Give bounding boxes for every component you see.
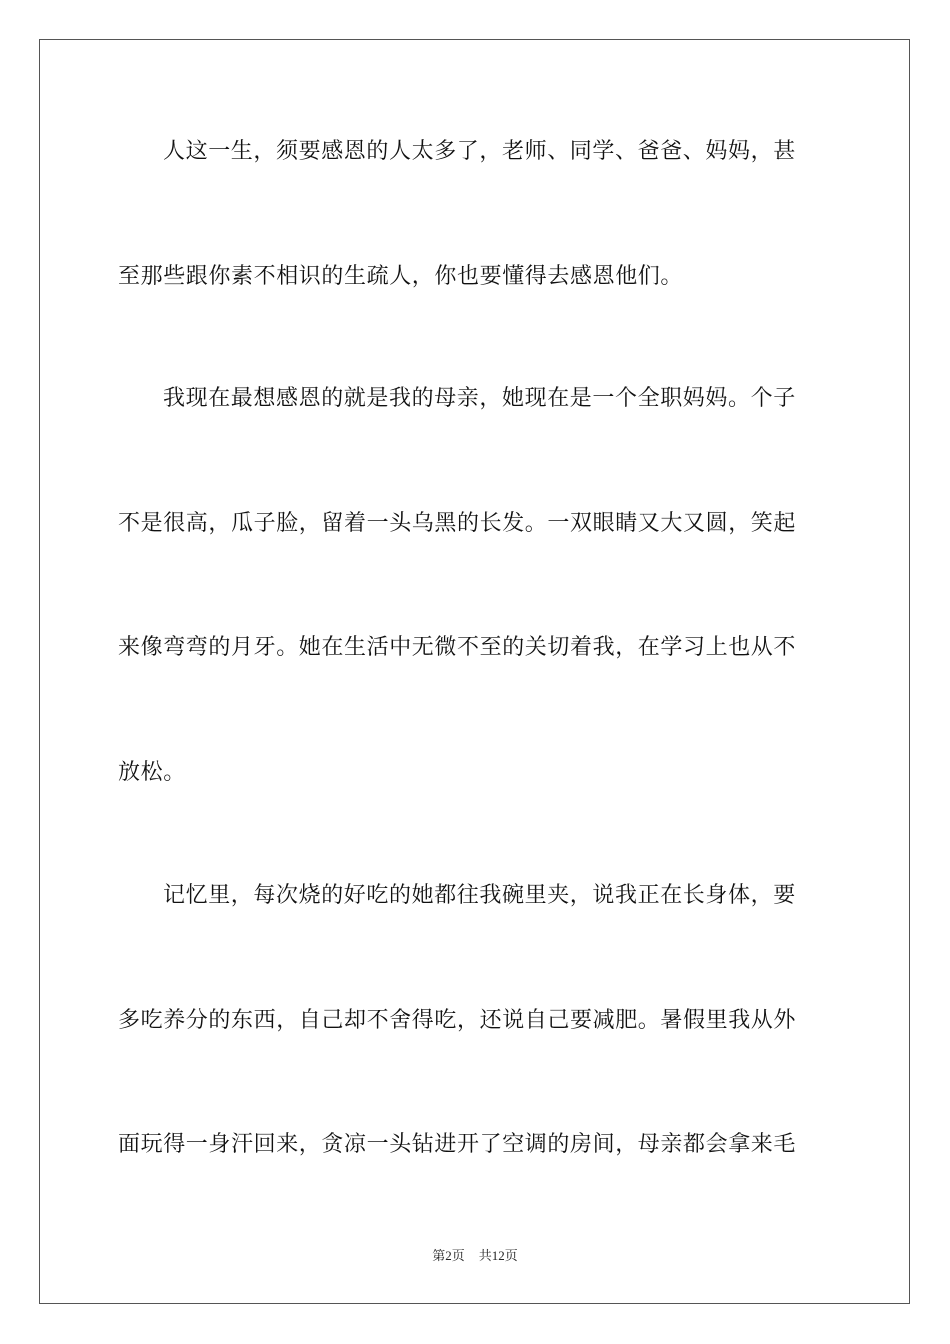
page-number: 第2页 [432, 1248, 465, 1263]
paragraph-3-line-3: 面玩得一身汗回来，贪凉一头钻进开了空调的房间，母亲都会拿来毛 [118, 1132, 797, 1157]
paragraph-2-line-3: 来像弯弯的月牙。她在生活中无微不至的关切着我，在学习上也从不 [118, 635, 797, 660]
paragraph-2-line-1: 我现在最想感恩的就是我的母亲，她现在是一个全职妈妈。个子 [163, 386, 796, 411]
page-border [39, 39, 910, 1304]
paragraph-1-line-1: 人这一生，须要感恩的人太多了，老师、同学、爸爸、妈妈，甚 [163, 139, 796, 164]
paragraph-2-line-2: 不是很高，瓜子脸，留着一头乌黑的长发。一双眼睛又大又圆，笑起 [118, 511, 797, 536]
paragraph-3-line-2: 多吃养分的东西，自己却不舍得吃，还说自己要减肥。暑假里我从外 [118, 1008, 797, 1033]
paragraph-2-line-4: 放松。 [118, 760, 186, 785]
page-total: 共12页 [478, 1248, 518, 1263]
paragraph-3-line-1: 记忆里，每次烧的好吃的她都往我碗里夹，说我正在长身体，要 [163, 883, 796, 908]
paragraph-1-line-2: 至那些跟你素不相识的生疏人，你也要懂得去感恩他们。 [118, 264, 684, 289]
page-footer [0, 1247, 950, 1265]
